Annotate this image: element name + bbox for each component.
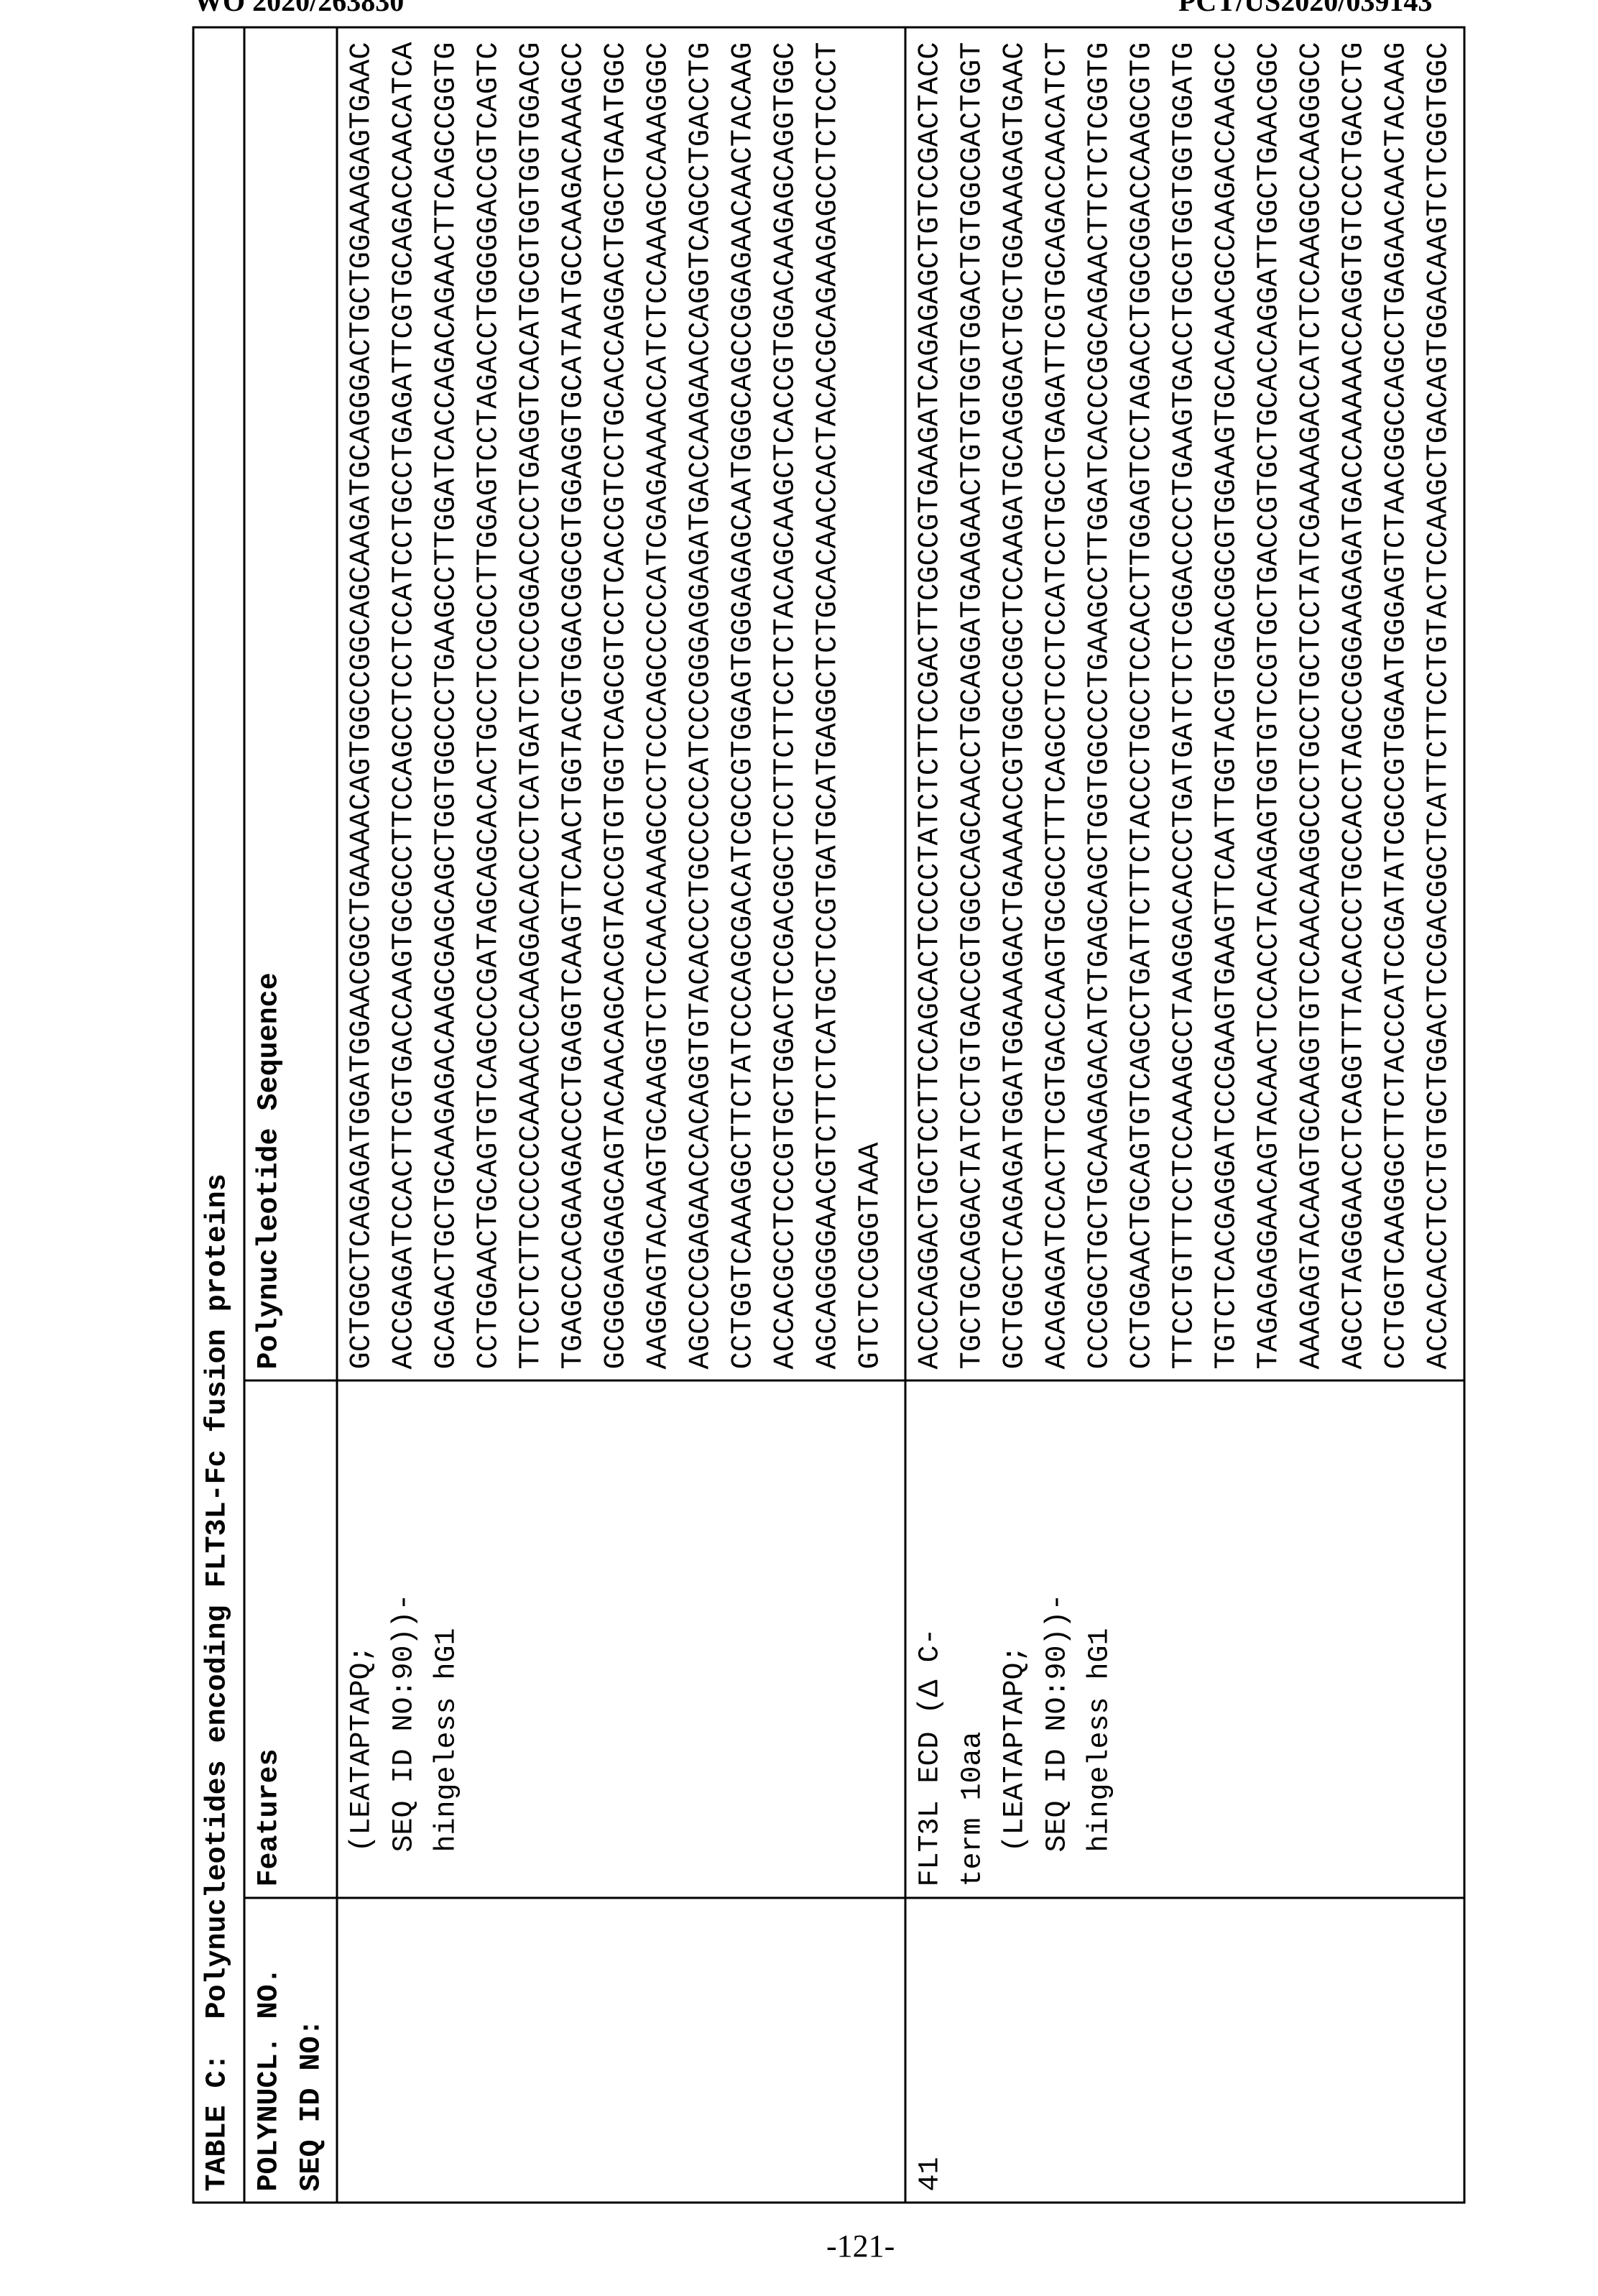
sequence-cell: GCTGGCTCAGAGATGGATGGAACGGCTGAAAACAGTGGCCGGCAGCAAGATGCAGGGACTGCTGGAAAGAGTGAAC ACCGAGATCCACTTCGTGACCAAGTGCGCCTTCCAGCCTCCTCCATCCTGCCTGAGATTCGTGCAGACCAACATCA GCAGACTGCTGCAAGAGACAAGCGAGCAGCTGGTGGCCCTGAAGCCTTGGATCACCAGACAGAACTTCAGCCGGTG CCTGGAACTGCAGTGTCAGCCCGATAGCAGCACACTGCCTCCGCCTTGGAGTCCTAGACCTGGGGGACCGTCAGTC TTCCTCTTCCCCCCAAAACCCAAGGACACCCTCATGATCTCCCGGACCCCTGAGGTCACATGCGTGGTGGTGGACG TGAGCCACGAAGACCCTGAGGTCAAGTTCAACTGGTACGTGGACGGCGTGGAGGTGCATAATGCCAAGACAAAGCC GCGGGAGGAGCAGTACAACAGCACGTACCGTGTGGTCAGCGTCCTCACCGTCCTGCACCAGGACTGGCTGAATGGC AAGGAGTACAAGTGCAAGGTCTCCAACAAAGCCCTCCCAGCCCCCATCGAGAAAACCATCTCCAAAGCCAAAGGGC AGCCCCGAGAACCACAGGTGTACACCCTGCCCCCATCCCGGGAGGAGATGACCAAGAACCAGGTCAGCCTGACCTG CCTGGTCAAAGGCTTCTATCCCAGCGACATCGCCGTGGAGTGGGAGAGCAATGGGCAGCCGGAGAACAACTACAAG ACCACGCCTCCCGTGCTGGACTCCGACGGCTCCTTCTTCCTCTACAGCAAGCTCACCGTGGACAAGAGCAGGTGGC AGCAGGGGAACGTCTTCTCATGCTCCGTGATGCATGAGGCTCTGCACAACCACTACACGCAGAAGAGCCTCTCCCT GTCTCCGGGTAAA (337, 27, 905, 1380)
sequence-cell: ACCCAGGACTGCTCCTTCCAGCACTCCCCTATCTCTTCCGACTTCGCCGTGAAGATCAGAGAGCTGTCCGACTACC TGCTGCAGGACTATCCTGTGACCGTGGCCAGCAACCTGCAGGATGAAGAACTGTGTGGTGGACTGTGGCGACTGGT GCTGGCTCAGAGATGGATGGAAAGACTGAAAACCGTGGCCGGCTCCAAGATGCAGGGACTGCTGGAAAGAGTGAAC ACAGAGATCCACTTCGTGACCAAGTGCGCCTTTCAGCCTCCTCCATCCTGCCTGAGATTCGTGCAGACCAACATCT CCCGGCTGCTGCAAGAGACATCTGAGCAGCTGGTGGCCCTGAAGCCTTGGATCACCCGGCAGAACTTCTCTCGGTG CCTGGAACTGCAGTGTCAGCCTGATTCTTCTACCCTGCCTCCACCTTGGAGTCCTAGACCTGGCGGACCAAGCGTG TTCCTGTTTCCTCCAAAGCCTAAGGACACCCTGATGATCTCTCGGACCCCTGAAGTGACCTGCGTGGTGGTGGATG TGTCTCACGAGGATCCCGAAGTGAAGTTCAATTGGTACGTGGACGGCGTGGAAGTGCACAACGCCAAGACCAAGCC TAGAGAGGAACAGTACAACTCCACCTACAGAGTGGTGTCCGTGCTGACCGTGCTGCACCAGGATTGGCTGAACGGC AAAGAGTACAAGTGCAAGGTGTCCAACAAGGCCCTGCCTGCTCCTATCGAAAAGACCATCTCCAAGGCCAAGGGCC AGCCTAGGGAACCTCAGGTTTACACCCTGCCACCTAGCCGGGAAGAGATGACCAAAAACCAGGTGTCCCTGACCTG CCTGGTCAAGGGCTTCTACCCATCCGATATCGCCGTGGAATGGGAGTCTAACGGCCAGCCTGAGAACAACTACAAG ACCACACCTCCTGTGCTGGACTCCGACGGCTCATTCTTCCTGTACTCCAAGCTGACAGTGGACAAGTCTCGGTGGC (905, 27, 1464, 1380)
publication-number: WO 2020/263830 (194, 0, 404, 18)
application-number: PCT/US2020/039143 (1178, 0, 1432, 18)
page-number: -121- (826, 2228, 895, 2264)
features-cell: FLT3L ECD (Δ C- term 10aa (LEATAPTAPQ; SEQ ID NO:90))- hingeless hG1 (905, 1380, 1464, 1898)
seq-id-cell (337, 1898, 905, 2203)
seq-id-cell: 41 (905, 1898, 1464, 2203)
table-title: TABLE C: Polynucleotides encoding FLT3L-Fc fusion proteins (193, 27, 244, 2203)
features-cell: (LEATAPTAPQ; SEQ ID NO:90))- hingeless hG1 (337, 1380, 905, 1898)
header-seq-id: POLYNUCL. NO. SEQ ID NO: (244, 1898, 337, 2203)
table-row (905, 27, 1464, 2203)
header-sequence: Polynucleotide Sequence (244, 27, 337, 1380)
polynucleotide-table (192, 27, 1465, 2204)
header-features: Features (244, 1380, 337, 1898)
table-row (337, 27, 905, 2203)
rotated-table-wrapper (192, 27, 1453, 2204)
